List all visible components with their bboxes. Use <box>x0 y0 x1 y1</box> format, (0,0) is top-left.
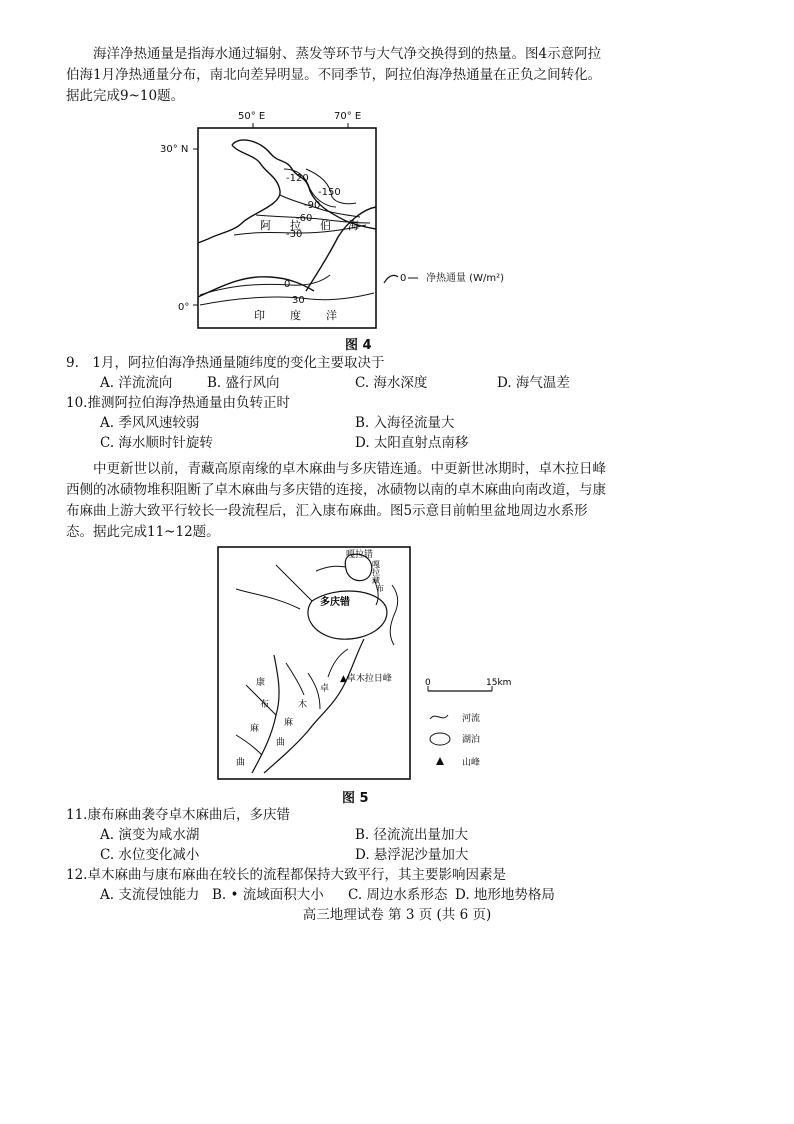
river-kangbu-char: 麻 <box>250 724 260 734</box>
river-north-char: 拉 <box>372 568 380 577</box>
lat-30n-label: 30° N <box>160 144 189 155</box>
question-12-option-b: B. • 流域面积大小 <box>212 887 324 903</box>
contour-label-minus-120: -120 <box>286 173 309 184</box>
figure-5-caption: 图 5 <box>342 791 369 806</box>
sea-name-char: 拉 <box>290 219 301 232</box>
legend-lake-symbol <box>430 733 450 745</box>
river <box>286 663 304 695</box>
river-kangbu-char: 布 <box>260 700 270 710</box>
river <box>276 565 312 601</box>
scale-start: 0 <box>425 678 431 688</box>
river <box>236 735 262 755</box>
contour-label-minus-90: -90 <box>304 200 321 211</box>
contour-label-30: 30 <box>292 295 305 306</box>
question-12-option-d: D. 地形地势格局 <box>455 887 555 903</box>
contour-label-minus-60: -60 <box>296 213 313 224</box>
question-11-option-a: A. 演变为咸水湖 <box>100 827 200 843</box>
question-10-option-a: A. 季风风速较弱 <box>100 415 200 431</box>
ocean-name-char: 印 <box>254 309 265 322</box>
question-10-option-c: C. 海水顺时针旋转 <box>100 435 213 451</box>
question-11-stem: 11.康布麻曲袭夺卓木麻曲后，多庆错 <box>66 807 290 823</box>
sea-name-char: 海 <box>348 219 359 232</box>
question-12-stem: 12.卓木麻曲与康布麻曲在较长的流程都保持大致平行，其主要影响因素是 <box>66 867 506 883</box>
lake-main-label: 多庆错 <box>320 597 350 608</box>
legend-peak-icon <box>436 757 444 765</box>
figure-4-map <box>160 105 560 337</box>
contour-label-minus-30: -30 <box>286 229 303 240</box>
question-9-stem: 9. 1月，阿拉伯海净热通量随纬度的变化主要取决于 <box>66 355 385 371</box>
river-zhuomu-char: 木 <box>298 700 308 710</box>
page-footer: 高三地理试卷 第 3 页 (共 6 页) <box>302 907 492 923</box>
intro-paragraph-2: 中更新世以前，青藏高原南缘的卓木麻曲与多庆错连通。中更新世冰期时，卓木拉日峰西侧的冰碛物堆积阻断了卓木麻曲与多庆错的连接，冰碛物以南的卓木麻曲向南改道，与康布麻曲上游大致平行较长一段流程后，汇入康布麻曲。图5示意目前帕里盆地周边水系形态。据此完成11~12题。 <box>66 461 606 540</box>
question-9-option-a: A. 洋流流向 <box>100 375 173 391</box>
contour-label-0: 0 <box>284 279 291 290</box>
river-zhuomu-char: 曲 <box>276 738 286 748</box>
river-zhuomu-char: 麻 <box>284 718 294 728</box>
river <box>236 589 300 609</box>
river <box>390 585 397 645</box>
river <box>328 649 348 677</box>
lat-0-label: 0° <box>178 302 190 313</box>
intro-paragraph-1: 海洋净热通量是指海水通过辐射、蒸发等环节与大气净交换得到的热量。图4示意阿拉伯海1月净热通量分布，南北向差异明显。不同季节，阿拉伯海净热通量在正负之间转化。据此完成9~10题。 <box>66 46 602 104</box>
question-12-option-a: A. 支流侵蚀能力 <box>100 887 200 903</box>
question-11-option-c: C. 水位变化减小 <box>100 847 200 863</box>
legend-lake-label: 湖泊 <box>462 735 481 745</box>
river <box>308 673 320 709</box>
contour-label-minus-150: -150 <box>318 187 341 198</box>
question-9-option-b: B. 盛行风向 <box>207 375 280 391</box>
question-10-stem: 10.推测阿拉伯海净热通量由负转正时 <box>66 395 290 411</box>
legend-contour-value: 0 <box>400 273 407 284</box>
figure-4-caption: 图 4 <box>345 338 372 353</box>
river-north-char: 藏 <box>372 576 380 585</box>
lon-50e-label: 50° E <box>238 111 266 122</box>
ocean-name-char: 洋 <box>326 309 337 322</box>
legend-contour-text: 净热通量 (W/m²) <box>426 273 504 284</box>
ocean-name-char: 度 <box>290 309 301 322</box>
question-10-option-b: B. 入海径流量大 <box>355 415 455 431</box>
legend-river-label: 河流 <box>462 714 481 724</box>
question-11-option-d: D. 悬浮泥沙量加大 <box>355 847 469 863</box>
question-10-option-d: D. 太阳直射点南移 <box>355 435 469 451</box>
contour-30 <box>200 293 374 305</box>
sea-name-char: 伯 <box>320 219 331 232</box>
river <box>316 566 346 571</box>
lon-70e-label: 70° E <box>334 111 362 122</box>
river-north-char: 布 <box>376 584 384 593</box>
river-kangbu-char: 曲 <box>236 758 246 768</box>
legend-river-symbol <box>430 715 448 719</box>
coastline-africa <box>198 277 314 297</box>
legend-contour-symbol <box>384 275 398 283</box>
peak-label: ▲卓木拉日峰 <box>340 674 392 684</box>
river-north-char: 嘎 <box>372 560 380 569</box>
scale-end: 15km <box>486 678 512 688</box>
figure-5-map <box>216 545 516 783</box>
question-9-option-d: D. 海气温差 <box>497 375 570 391</box>
question-12-option-c: C. 周边水系形态 <box>348 887 448 903</box>
map-frame <box>218 547 410 779</box>
lake-north-label: 嘎拉错 <box>346 550 374 560</box>
question-9-option-c: C. 海水深度 <box>355 375 428 391</box>
coastline-india <box>306 207 376 291</box>
river-zhuomu-char: 卓 <box>320 684 330 694</box>
river-kangbu-char: 康 <box>256 678 266 688</box>
question-11-option-b: B. 径流流出量加大 <box>355 827 469 843</box>
river-zhuomu <box>264 639 364 773</box>
legend-peak-label: 山峰 <box>462 758 481 768</box>
sea-name-char: 阿 <box>260 219 271 232</box>
